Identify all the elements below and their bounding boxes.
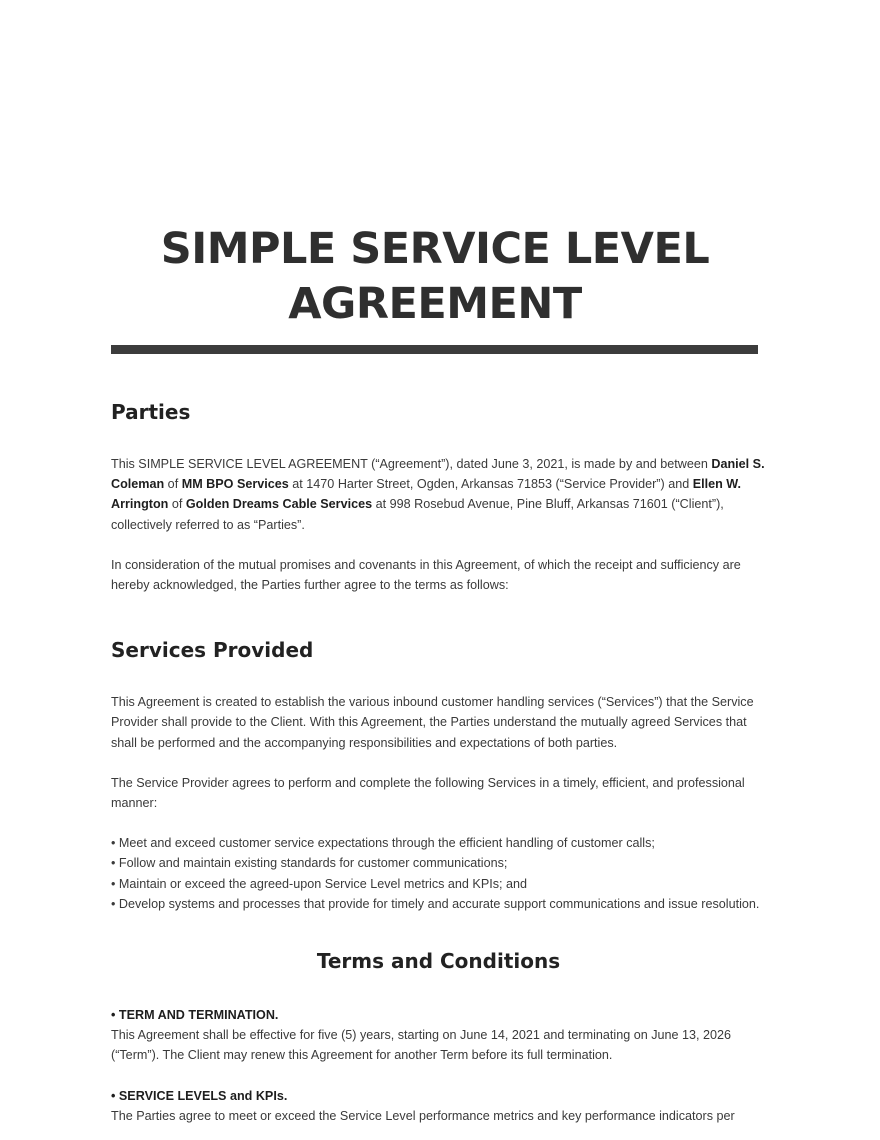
document-body <box>111 398 766 1126</box>
service-levels-body: The Parties agree to meet or exceed the Service Level performance metrics and key performance indicators per <box>111 1108 735 1123</box>
parties-paragraph-1: This SIMPLE SERVICE LEVEL AGREEMENT (“Agreement”), dated June 3, 2021, is made by and between Daniel S. Coleman of MM BPO Services at 1470 Harter Street, Ogden, Arkansas 71853 (“Service Provider”) and Ellen W. Arrington of Golden Dreams Cable Services at 998 Rosebud Avenue, Pine Bluff, Arkansas 71601 (“Client”), collectively referred to as “Parties”. <box>111 457 765 532</box>
list-item: • Develop systems and processes that provide for timely and accurate support communications and issue resolution. <box>111 896 760 911</box>
service-levels-heading: • SERVICE LEVELS and KPIs. <box>111 1088 288 1103</box>
services-paragraph-2: The Service Provider agrees to perform and complete the following Services in a timely, efficient, and professional manner: <box>111 775 745 811</box>
parties-section <box>111 398 766 595</box>
terms-section <box>111 947 766 1126</box>
services-paragraph-1: This Agreement is created to establish the various inbound customer handling services (“Services”) that the Service Provider shall provide to the Client. With this Agreement, the Parties understand the mutually agreed Services that shall be performed and the accompanying responsibilities and expectations of both parties. <box>111 695 754 750</box>
services-section <box>111 636 766 914</box>
title-line-1: SIMPLE SERVICE LEVEL <box>160 224 710 274</box>
parties-paragraph-2: In consideration of the mutual promises and covenants in this Agreement, of which the receipt and sufficiency are hereby acknowledged, the Parties further agree to the terms as follows: <box>111 557 741 593</box>
document-title <box>110 222 760 332</box>
list-item: • Maintain or exceed the agreed-upon Service Level metrics and KPIs; and <box>111 876 528 891</box>
services-heading: Services Provided <box>111 638 314 663</box>
term-termination-body: This Agreement shall be effective for five (5) years, starting on June 14, 2021 and terminating on June 13, 2026 (“Term”). The Client may renew this Agreement for another Term before its full termination. <box>111 1028 732 1063</box>
list-item: • Meet and exceed customer service expectations through the efficient handling of customer calls; <box>111 836 655 851</box>
parties-heading: Parties <box>111 400 191 424</box>
term-termination-heading: • TERM AND TERMINATION. <box>111 1008 279 1023</box>
title-line-2: AGREEMENT <box>288 279 582 329</box>
list-item: • Follow and maintain existing standards for customer communications; <box>111 856 508 871</box>
terms-heading: Terms and Conditions <box>316 949 561 974</box>
title-divider <box>111 345 758 354</box>
services-list <box>111 833 766 914</box>
